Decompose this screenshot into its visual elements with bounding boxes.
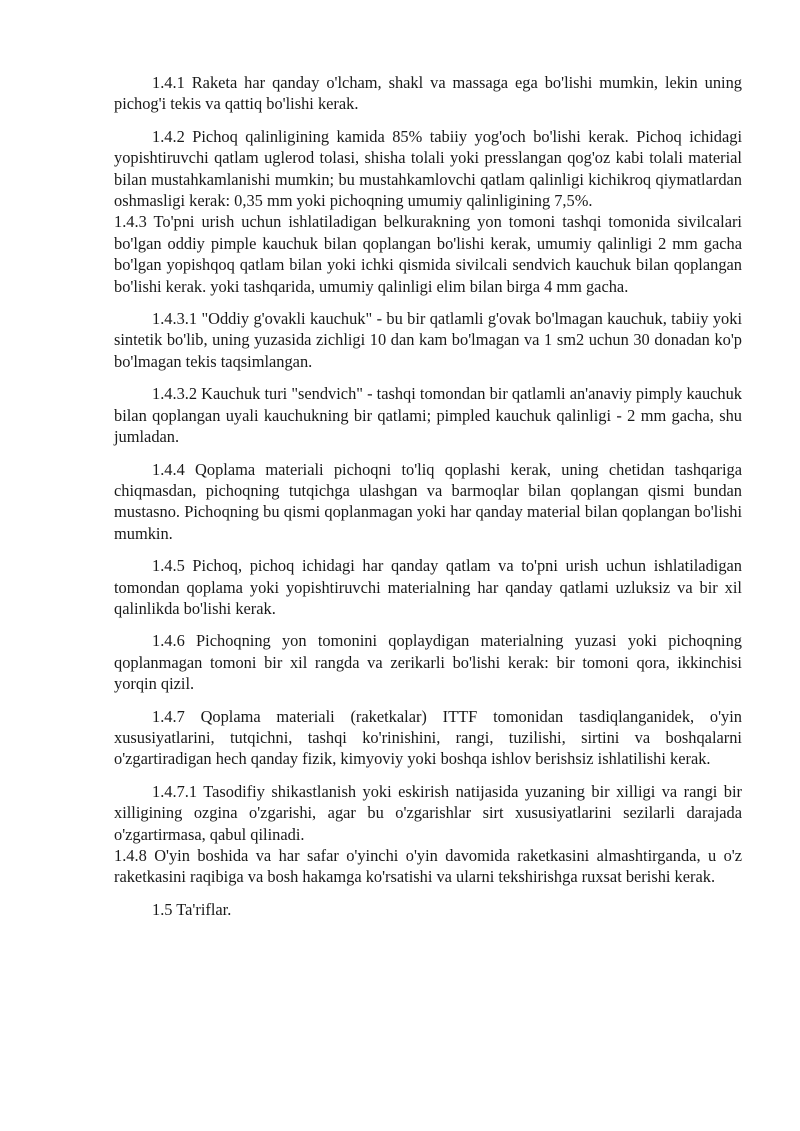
paragraph-1-4-1: 1.4.1 Raketa har qanday o'lcham, shakl va massaga ega bo'lishi mumkin, lekin uning pichog'i tekis va qattiq bo'lishi kerak. xyxy=(114,73,742,114)
paragraph-1-4-3-2: 1.4.3.2 Kauchuk turi "sendvich" - tashqi tomondan bir qatlamli an'anaviy pimply kauchuk bilan qoplangan uyali kauchukning bir qatlami; pimpled kauchuk qalinligi - 2 mm gacha, shu jumladan. xyxy=(114,384,742,447)
paragraph-1-4-3-1: 1.4.3.1 "Oddiy g'ovakli kauchuk" - bu bir qatlamli g'ovak bo'lmagan kauchuk, tabiiy yoki sintetik bo'lib, uning yuzasida zichligi 10 dan kam bo'lmagan va 1 sm2 uchun 30 donadan ko'p bo'lmagan tekis taqsimlangan. xyxy=(114,309,742,371)
paragraph-1-4-6: 1.4.6 Pichoqning yon tomonini qoplaydigan materialning yuzasi yoki pichoqning qoplanmagan tomoni bir xil rangda va zerikarli bo'lishi kerak: bir tomoni qora, ikkinchisi yorqin qizil. xyxy=(114,631,742,694)
paragraph-1-4-2 xyxy=(114,126,742,297)
section-heading-1-5: 1.5 Ta'riflar. xyxy=(152,899,232,919)
paragraph-1-4-7-1-text: 1.4.7.1 Tasodifiy shikastlanish yoki eskirish natijasida yuzaning bir xilligi va rangi bir xilligining ozgina o'zgarishi, agar bu o'zgarishlar sirt xususiyatlarini sezilarli darajada o'zgartirmasa, qabul qilinadi. xyxy=(114,781,742,844)
document-page xyxy=(114,72,742,931)
paragraph-1-4-4: 1.4.4 Qoplama materiali pichoqni to'liq qoplashi kerak, uning chetidan tashqariga chiqmasdan, pichoqning tutqichga ulashgan va barmoqlar bilan qoplangan qismi bundan mustasno. Pichoqning bu qismi qoplanmagan yoki har qanday material bilan qoplangan bo'lishi mumkin. xyxy=(114,459,742,543)
paragraph-1-4-7-1 xyxy=(114,781,742,888)
paragraph-1-4-2-text: 1.4.2 Pichoq qalinligining kamida 85% tabiiy yog'och bo'lishi kerak. Pichoq ichidagi yopishtiruvchi qatlam uglerod tolasi, shisha tolali yoki presslangan qog'oz kabi tolali material bilan mustahkamlanishi mumkin; bu mustahkamlovchi qatlam qalinligi kichikroq qiymatlardan oshmasligi kerak: 0,35 mm yoki pichoqning umumiy qalinligining 7,5%. xyxy=(114,126,742,211)
paragraph-1-4-5: 1.4.5 Pichoq, pichoq ichidagi har qanday qatlam va to'pni urish uchun ishlatiladigan tomondan qoplama yoki yopishtiruvchi materialning har qanday qatlami uzluksiz va bir xil qalinlikda bo'lishi kerak. xyxy=(114,556,742,618)
paragraph-1-4-3: 1.4.3 To'pni urish uchun ishlatiladigan belkurakning yon tomoni tashqi tomonida sivilcalari bo'lgan oddiy pimple kauchuk bilan qoplangan bo'lishi kerak, umumiy qalinligi 2 mm gacha bo'lgan yopishqoq qatlam bilan yoki ichki qismida sivilcali sendvich kauchuk bilan qoplangan bo'lishi kerak. yoki tashqarida, umumiy qalinligi elim bilan birga 4 mm gacha. xyxy=(114,212,742,296)
paragraph-1-4-7: 1.4.7 Qoplama materiali (raketkalar) ITTF tomonidan tasdiqlanganidek, o'yin xususiyatlarini, tutqichni, tashqi ko'rinishini, rangi, tuzilishi, sirtini va boshqalarni o'zgartiradigan hech qanday fizik, kimyoviy yoki boshqa ishlov berishsiz ishlatilishi kerak. xyxy=(114,706,742,769)
paragraph-1-4-8: 1.4.8 O'yin boshida va har safar o'yinchi o'yin davomida raketkasini almashtirganda, u o'z raketkasini raqibiga va bosh hakamga ko'rsatishi va ularni tekshirishga ruxsat berishi kerak. xyxy=(114,846,742,887)
